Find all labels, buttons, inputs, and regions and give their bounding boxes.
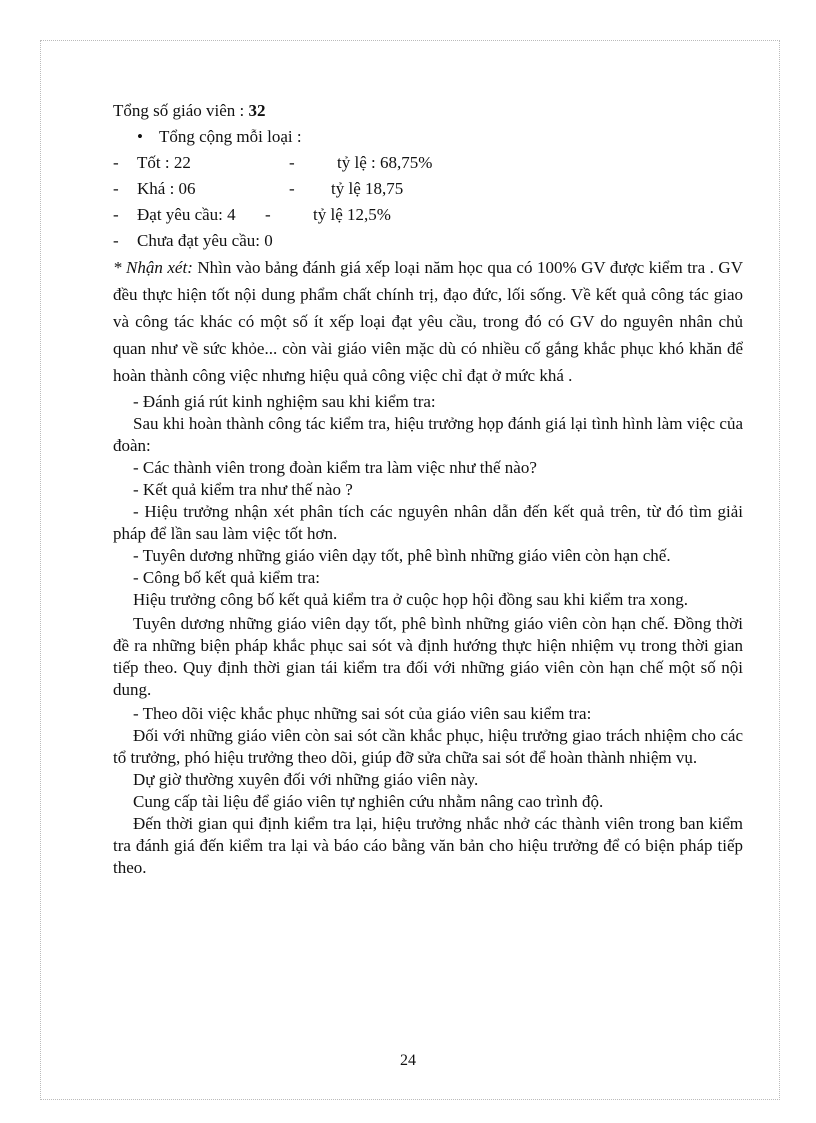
- paragraph: Tuyên dương những giáo viên dạy tốt, phê bình những giáo viên còn hạn chế. Đồng thời đề ra những biện pháp khắc phục sai sót và định hướng thực hiện nhiệm vụ trong thời gian tiếp theo. Quy định thời gian tái kiểm tra đối với những giáo viên còn hạn chế một số nội dung.: [113, 614, 743, 699]
- stat-sep: -: [265, 205, 271, 224]
- page-number: 24: [400, 1052, 416, 1069]
- note-paragraph: [113, 254, 743, 389]
- bullet-heading: [113, 124, 743, 150]
- paragraph: Hiệu trưởng công bố kết quả kiểm tra ở cuộc họp hội đồng sau khi kiểm tra xong.: [133, 590, 689, 609]
- paragraph: Đến thời gian qui định kiểm tra lại, hiệu trưởng nhắc nhở các thành viên trong ban kiểm tra đánh giá đến kiểm tra lại và báo cáo bằng văn bản cho hiệu trưởng để có biện pháp tiếp theo.: [113, 814, 743, 877]
- stat-sep: -: [289, 153, 295, 172]
- stat-rate: tỷ lệ : 68,75%: [337, 153, 433, 172]
- total-value: 32: [248, 101, 266, 120]
- stat-rate: tỷ lệ 18,75: [331, 179, 404, 198]
- paragraph: Cung cấp tài liệu để giáo viên tự nghiên cứu nhằm nâng cao trình độ.: [133, 792, 604, 811]
- note-label: * Nhận xét:: [113, 258, 193, 277]
- stat-sep: -: [289, 179, 295, 198]
- stat-rate: tỷ lệ 12,5%: [313, 205, 391, 224]
- total-line: [113, 98, 743, 124]
- paragraph: Dự giờ thường xuyên đối với những giáo viên này.: [133, 770, 479, 789]
- bullet-dot-icon: •: [137, 127, 143, 146]
- paragraph: - Các thành viên trong đoàn kiểm tra làm việc như thế nào?: [133, 458, 537, 477]
- stat-row: - Chưa đạt yêu cầu: 0: [113, 231, 273, 250]
- stat-label: Đạt yêu cầu: 4: [137, 205, 236, 224]
- paragraph: Sau khi hoàn thành công tác kiểm tra, hiệu trưởng họp đánh giá lại tình hình làm việc của đoàn:: [113, 414, 743, 455]
- page-content: [113, 98, 743, 879]
- paragraph: - Tuyên dương những giáo viên dạy tốt, phê bình những giáo viên còn hạn chế.: [133, 546, 671, 565]
- note-text: Nhìn vào bảng đánh giá xếp loại năm học qua có 100% GV được kiểm tra . GV đều thực hiện tốt nội dung phẩm chất chính trị, đạo đức, lối sống. Về kết quả công tác giao và công tác khác có một số ít xếp loại đạt yêu cầu, trong đó có GV do nguyên nhân chủ quan như về sức khỏe... còn vài giáo viên mặc dù có nhiều cố gắng khắc phục khó khăn để hoàn thành công việc nhưng hiệu quả công việc chỉ đạt ở mức khá .: [113, 258, 743, 385]
- paragraph: - Kết quả kiểm tra như thế nào ?: [133, 480, 353, 499]
- stat-label: Chưa đạt yêu cầu: 0: [137, 231, 273, 250]
- paragraph: - Công bố kết quả kiểm tra:: [133, 568, 320, 587]
- stat-row: - Tốt : 22 - tỷ lệ : 68,75%: [113, 150, 743, 176]
- body-paragraphs: [113, 391, 743, 879]
- paragraph: - Theo dõi việc khắc phục những sai sót của giáo viên sau kiểm tra:: [133, 704, 592, 723]
- paragraph: - Hiệu trưởng nhận xét phân tích các nguyên nhân dẫn đến kết quả trên, từ đó tìm giải pháp để lần sau làm việc tốt hơn.: [113, 502, 743, 543]
- summary-block: [113, 98, 743, 254]
- paragraph: - Đánh giá rút kinh nghiệm sau khi kiểm tra:: [133, 392, 436, 411]
- stat-label: Tốt : 22: [137, 153, 191, 172]
- bullet-heading-text: Tổng cộng mỗi loại :: [159, 127, 302, 146]
- total-label: Tổng số giáo viên :: [113, 101, 245, 120]
- stat-row: - Đạt yêu cầu: 4 - tỷ lệ 12,5%: [113, 202, 743, 228]
- paragraph: Đối với những giáo viên còn sai sót cần khắc phục, hiệu trưởng giao trách nhiệm cho các tổ trưởng, phó hiệu trưởng theo dõi, giúp đỡ sửa chữa sai sót để hoàn thành nhiệm vụ.: [113, 726, 743, 767]
- stat-label: Khá : 06: [137, 179, 196, 198]
- stat-row: - Khá : 06 - tỷ lệ 18,75: [113, 176, 743, 202]
